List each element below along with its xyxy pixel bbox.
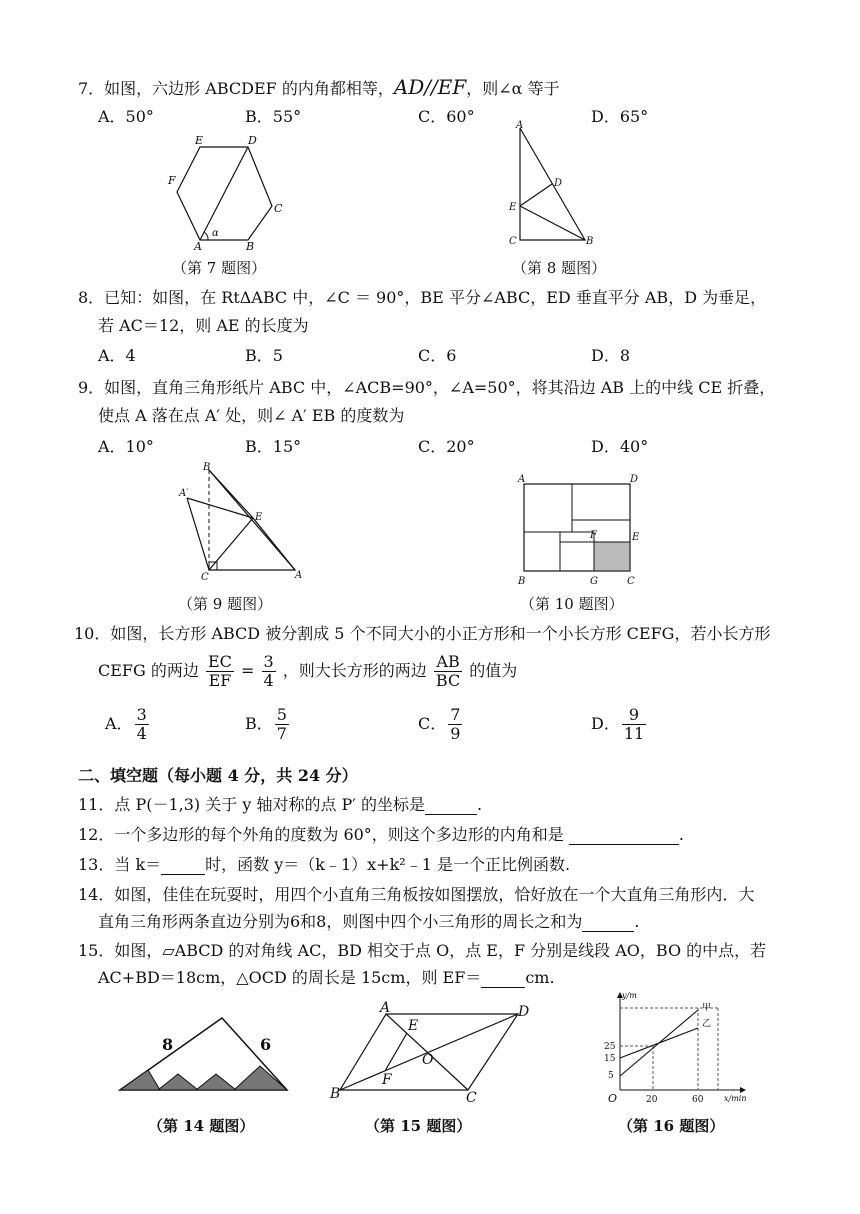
label-F: F	[168, 174, 176, 187]
label-A: A	[518, 474, 526, 485]
label-D: D	[248, 134, 257, 147]
label-C: C	[509, 236, 517, 247]
fig14-caption: （第 14 题图）	[148, 1117, 255, 1135]
q11-stem: 11．点 P(－1,3) 关于 y 轴对称的点 P′ 的坐标是 .	[78, 795, 483, 814]
label-C: C	[627, 576, 635, 587]
label-A: A	[380, 1000, 391, 1016]
label-G: G	[590, 576, 598, 587]
label-E: E	[509, 202, 517, 213]
q9-stem-line2: 使点 A 落在点 A′ 处，则∠ A′ EB 的度数为	[98, 406, 405, 425]
q14-triangles-figure	[112, 1010, 292, 1095]
q8-option-a[interactable]: A．4	[98, 346, 136, 365]
q9-option-a[interactable]: A．10°	[98, 437, 154, 456]
q7-caption: （第 7 题图）	[172, 259, 267, 277]
q10-stem-line1: 10．如图，长方形 ABCD 被分割成 5 个不同大小的小正方形和一个小长方形 CEFG，若小长方形	[74, 624, 771, 643]
label-A: A	[194, 240, 202, 253]
label-A: A	[295, 570, 303, 581]
q16-line-graph	[598, 990, 748, 1105]
q9-option-d[interactable]: D．40°	[591, 437, 649, 456]
fig15-caption: （第 15 题图）	[365, 1117, 472, 1135]
label-C: C	[274, 202, 283, 215]
x-axis-label: x/min	[724, 1094, 747, 1103]
section2-heading: 二、填空题（每小题 4 分，共 24 分）	[78, 766, 358, 785]
q10-stem-line2: CEFG 的两边 $\frac{EC}{EF}$ = $\frac{3}{4}$ ，则大长方形的两边 $\frac{AB}{BC}$ 的值为	[98, 652, 518, 690]
q15-answer-blank[interactable]	[481, 971, 525, 988]
q10-option-c[interactable]: C． $\frac{7}{9}$	[418, 705, 461, 743]
label-E: E	[195, 134, 204, 147]
series-jia-label: 甲	[702, 1003, 712, 1013]
q8-option-d[interactable]: D．8	[591, 346, 631, 365]
origin-label: O	[608, 1092, 618, 1105]
label-C: C	[201, 572, 209, 583]
q11-answer-blank[interactable]	[425, 798, 477, 815]
q7-hexagon-figure	[160, 132, 300, 252]
y-tick-25: 25	[604, 1042, 616, 1052]
q12-answer-blank[interactable]	[569, 828, 679, 845]
y-axis-label: y/m	[622, 991, 637, 1000]
q8-triangle-figure	[505, 118, 615, 248]
fig16-caption: （第 16 题图）	[618, 1117, 725, 1135]
q8-caption: （第 8 题图）	[512, 259, 607, 277]
q13-stem: 13．当 k＝ 时，函数 y＝（k﹣1）x+k²﹣1 是一个正比例函数.	[78, 855, 571, 874]
label-B: B	[586, 236, 594, 247]
q10-caption: （第 10 题图）	[520, 595, 624, 613]
label-D: D	[554, 178, 563, 189]
q15-stem-line1: 15．如图，▱ABCD 的对角线 AC，BD 相交于点 O，点 E，F 分别是线段 AO，BO 的中点，若	[78, 941, 767, 960]
q10-option-d[interactable]: D． $\frac{9}{11}$	[591, 705, 645, 743]
label-side-8: 8	[162, 1035, 174, 1054]
q15-stem-line2: AC+BD＝18cm，△OCD 的周长是 15cm，则 EF＝ cm.	[98, 968, 555, 987]
label-C: C	[466, 1090, 477, 1106]
q7-option-d[interactable]: D．65°	[591, 107, 649, 126]
q8-option-c[interactable]: C．6	[418, 346, 457, 365]
q14-answer-blank[interactable]	[582, 915, 634, 932]
label-F: F	[590, 530, 597, 541]
label-D: D	[518, 1004, 530, 1020]
q10-option-b[interactable]: B． $\frac{5}{7}$	[245, 705, 287, 743]
q14-stem-line2: 直角三角形两条直边分别为6和8，则图中四个小三角形的周长之和为 .	[98, 912, 640, 931]
label-D: D	[630, 474, 639, 485]
label-B: B	[203, 462, 211, 473]
q9-caption: （第 9 题图）	[178, 595, 273, 613]
label-B: B	[330, 1086, 341, 1102]
label-alpha: α	[212, 228, 219, 239]
q14-stem-line1: 14．如图，佳佳在玩耍时，用四个小直角三角板按如图摆放，恰好放在一个大直角三角形内．大	[78, 885, 755, 904]
label-O: O	[422, 1052, 434, 1068]
q10-option-a[interactable]: A． $\frac{3}{4}$	[105, 705, 147, 743]
label-A-prime: A′	[179, 488, 189, 499]
q12-stem: 12．一个多边形的每个外角的度数为 60°，则这个多边形的内角和是 .	[78, 825, 684, 844]
q7-option-c[interactable]: C．60°	[418, 107, 475, 126]
q9-option-b[interactable]: B．15°	[245, 437, 302, 456]
x-tick-20: 20	[646, 1095, 658, 1105]
label-B: B	[518, 576, 526, 587]
q8-stem-line1: 8．已知：如图，在 RtΔABC 中，∠C ＝ 90°，BE 平分∠ABC，ED 垂直平分 AB，D 为垂足，	[78, 288, 767, 307]
q7-stem: 7．如图，六边形 ABCDEF 的内角都相等，AD//EF，则∠α 等于	[78, 75, 560, 99]
y-tick-15: 15	[604, 1054, 616, 1064]
q10-rectangle-figure	[510, 472, 645, 587]
label-B: B	[246, 240, 255, 253]
q9-option-c[interactable]: C．20°	[418, 437, 475, 456]
q9-fold-figure	[175, 462, 315, 587]
series-yi-label: 乙	[702, 1019, 712, 1029]
label-side-6: 6	[260, 1035, 272, 1054]
label-E: E	[255, 512, 263, 523]
label-A: A	[516, 120, 524, 131]
y-tick-5: 5	[608, 1071, 614, 1081]
q7-option-a[interactable]: A．50°	[98, 107, 154, 126]
q15-parallelogram-figure	[330, 1000, 535, 1106]
q9-stem-line1: 9．如图，直角三角形纸片 ABC 中，∠ACB=90°，∠A=50°，将其沿边 AB 上的中线 CE 折叠，	[78, 378, 776, 397]
label-F: F	[382, 1072, 392, 1088]
label-E: E	[632, 532, 640, 543]
q7-option-b[interactable]: B．55°	[245, 107, 302, 126]
q8-option-b[interactable]: B．5	[245, 346, 283, 365]
label-E: E	[408, 1018, 419, 1034]
x-tick-60: 60	[692, 1095, 704, 1105]
q8-stem-line2: 若 AC＝12，则 AE 的长度为	[98, 316, 309, 335]
q13-answer-blank[interactable]	[161, 858, 205, 875]
